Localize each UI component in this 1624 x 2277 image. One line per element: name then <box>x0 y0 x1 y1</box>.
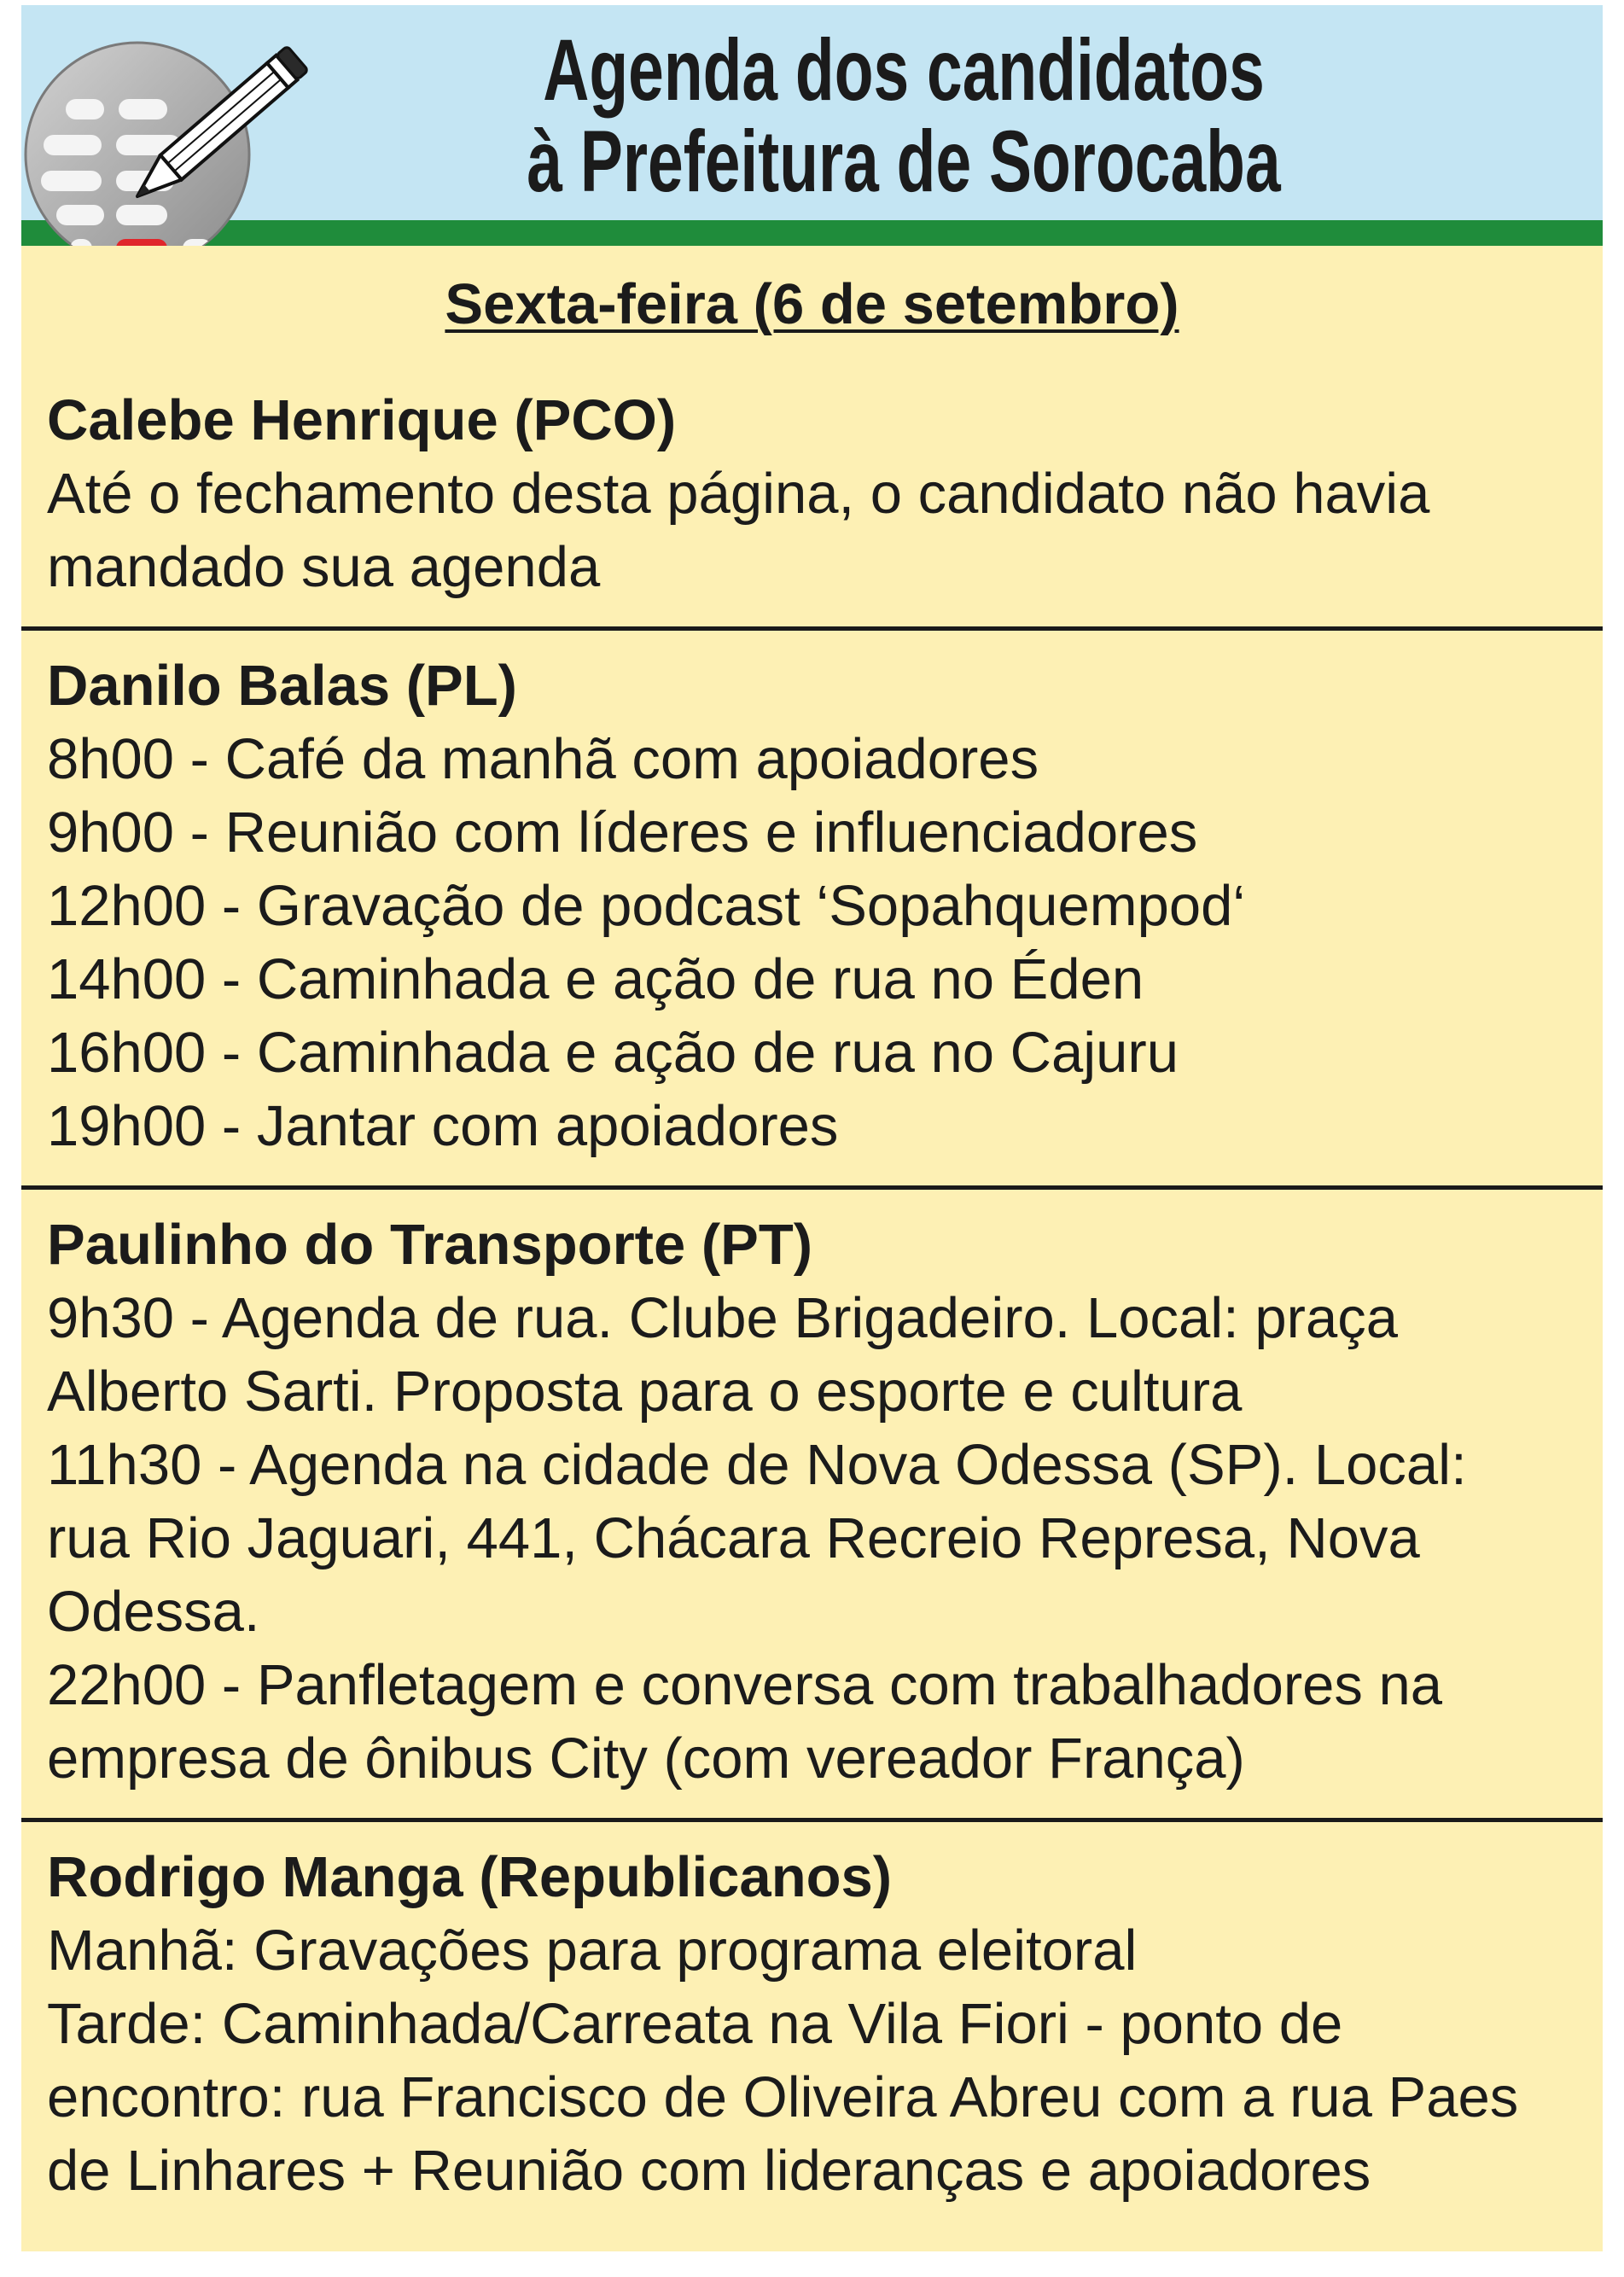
agenda-item: 22h00 - Panfletagem e conversa com trabalhadores na empresa de ônibus City (com vereador França) <box>47 1653 1443 1791</box>
agenda-date: Sexta-feira (6 de setembro) <box>445 272 1179 336</box>
candidate-name: Paulinho do Transporte (PT) <box>47 1213 813 1277</box>
agenda-item: Manhã: Gravações para programa eleitoral <box>47 1919 1138 1983</box>
candidate-name: Calebe Henrique (PCO) <box>47 388 677 452</box>
keypad-key <box>119 99 167 119</box>
keypad-key <box>116 205 167 225</box>
agenda-item: Até o fechamento desta página, o candidato não havia mandado sua agenda <box>47 462 1430 599</box>
candidate-danilo-balas <box>21 631 1603 1185</box>
keypad-key <box>41 171 102 191</box>
candidate-calebe-henrique <box>21 341 1603 626</box>
agenda-item: 12h00 - Gravação de podcast ‘Sopahquempod‘ <box>47 874 1246 938</box>
candidate-name: Rodrigo Manga (Republicanos) <box>47 1845 893 1909</box>
agenda-item: 19h00 - Jantar com apoiadores <box>47 1094 839 1158</box>
keypad-key <box>44 135 102 155</box>
candidate-name: Danilo Balas (PL) <box>47 654 517 718</box>
agenda-item: 9h00 - Reunião com líderes e influenciadores <box>47 801 1198 865</box>
keypad-key <box>66 99 104 119</box>
agenda-item: 8h00 - Café da manhã com apoiadores <box>47 727 1039 791</box>
agenda-item: 11h30 - Agenda na cidade de Nova Odessa (SP). Local: rua Rio Jaguari, 441, Chácara Recreio Represa, Nova Odessa. <box>47 1433 1467 1644</box>
candidate-rodrigo-manga <box>21 1822 1603 2230</box>
candidate-paulinho-do-transporte <box>21 1190 1603 1818</box>
agenda-item: 16h00 - Caminhada e ação de rua no Cajuru <box>47 1021 1179 1085</box>
keypad-key <box>56 205 104 225</box>
title-line-2: à Prefeitura de Sorocaba <box>527 113 1281 210</box>
agenda-item: 14h00 - Caminhada e ação de rua no Éden <box>47 947 1144 1011</box>
agenda-panel <box>21 246 1603 2251</box>
agenda-item: Tarde: Caminhada/Carreata na Vila Fiori - ponto de encontro: rua Francisco de Oliveira Abreu com a rua Paes de Linhares + Reunião com lideranças e apoiadores <box>47 1992 1519 2203</box>
title-line-1: Agenda dos candidatos <box>543 21 1265 119</box>
agenda-item: 9h30 - Agenda de rua. Clube Brigadeiro. Local: praça Alberto Sarti. Proposta para o esporte e cultura <box>47 1286 1399 1424</box>
